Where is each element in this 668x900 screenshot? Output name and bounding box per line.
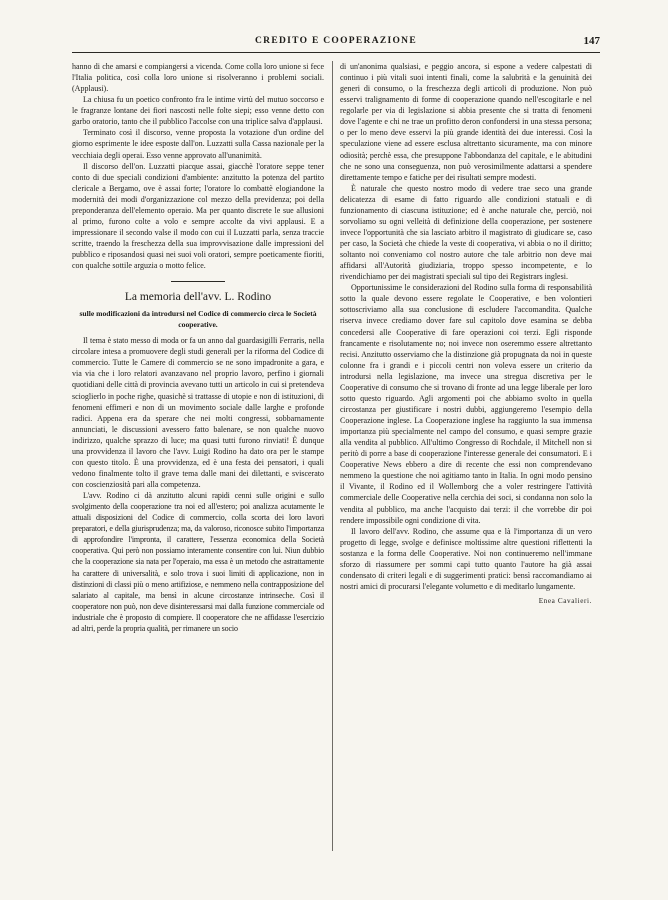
body-paragraph: Opportunissime le considerazioni del Rodino sulla forma di responsabilità sotto la quale devono essere regolate le Cooperative, e ben volontieri sottoscriviamo alla sua conclusione di escludere l'accomandita. Qualche riserva invece crediamo dover fare sul capitolo dove esamina se debba concedersi alle Cooperative di fare operazioni coi terzi. Egli risponde francamente e risolutamente no; noi invece non oseremmo essere altrettanto recisi. Anzitutto osserviamo che la distinzione già propugnata da noi in queste colonne fra i grandi e i piccoli centri non voleva essere un criterio da introdursi nella legislazione, ma invece una stregua discretiva per le Cooperative di consumo che si trovano di fronte ad una legge liberale per loro sotto questo riguardo. Agli argomenti poi che abbiamo svolto in quella circostanza per giustificare i nostri dubbi, aggiungeremo l'esempio della Cooperazione inglese. La Cooperazione inglese ha raggiunto la sua immensa importanza più specialmente nel campo del consumo, e quasi sempre grazie alla vendita al pubblico. All'ultimo Congresso di Rochdale, il Mitchell non si peritò di porre a base di cooperazione l'interesse generale dei consumatori. E i Cooperative News ebbero a dire di recente che essi non comprendevano nemmeno la questione che noi agitiamo tanto in Italia. In ogni modo pensino il Vivante, il Rodino ed il Wollemborg che a voler restringere l'attività commerciale delle Cooperative nella cerchia dei soci, si condanna non solo la vendita al pubblico, ma anche l'acquisto dai terzi: il che vorrebbe dir poi rendere impossibile ogni condizione di vita. <box>340 283 592 525</box>
body-paragraph: Il discorso dell'on. Luzzatti piacque assai, giacchè l'oratore seppe tener conto di due speciali condizioni d'ambiente: anzitutto la potenza del partito clericale a Bergamo, ove è assai forte; l'oratore lo combattè elogiandone la modernità dei modi d'organizzazione col mezzo della previdenza; poi della preponderanza dell'elemento operaio. Ma per quanto discrete le sue allusioni al primo, furono colte a volo e sempre accolte da vivi applausi. E a impressionare il secondo valse il modo con cui il Luzzatti parla, senza traccie scritte, traendo la freschezza della sua improvvisazione dalle impressioni del pubblico e riposandosi quasi nei suoi voli oratori, sempre poeticamente fioriti, con qualche sottile arguzia o motto felice. <box>72 161 324 271</box>
body-paragraph: La chiusa fu un poetico confronto fra le intime virtù del mutuo soccorso e le fragranze lontane dei fiori nascosti nelle folte siepi; esso venne detto con garbo oratorio, tanto che il pubblico l'accolse con una triplice salva d'applausi. <box>72 95 324 127</box>
right-column <box>340 61 592 861</box>
section-divider <box>171 281 225 282</box>
body-paragraph: di un'anonima qualsiasi, e peggio ancora, si espone a vedere calpestati di continuo i più vitali suoi intenti finali, come la salubrità e la genuinità dei generi di consumo, o la freschezza degli articoli di produzione. Non può esservi tralignamento di forme di cooperazione quando nell'escogitarle e nel regolarle per via di legislazione si abbia presente che si tratta di fenomeni dove l'agente e chi ne trae un profitto deron confondersi in una stessa persona; o per lo meno deve esservi la più grande identità dei due interessi. Così la speculazione viene ad essere esclusa altrettanto sicuramente, ma con minore odiosità; perchè essa, che presuppone l'abbondanza del capitale, e le abitudini che ne sono una conseguenza, non può verosimilmente adattarsi a spendere direttamente tempo e fatiche per dei risultati sempre modesti. <box>340 62 592 182</box>
author-signature: Enea Cavalieri. <box>538 597 592 605</box>
running-title: CREDITO E COOPERAZIONE <box>255 36 417 46</box>
column-rule <box>332 61 333 851</box>
body-paragraph: Terminato così il discorso, venne proposta la votazione d'un ordine del giorno esprimente le idee esposte dall'on. Luzzatti sulla Cassa nazionale per la vecchiaia degli operai. Esso venne approvato all'unanimità. <box>72 128 324 160</box>
body-paragraph: Il lavoro dell'avv. Rodino, che assume qua e là l'importanza di un vero progetto di legge, svolge e definisce moltissime altre questioni riflettenti la sostanza e la forma delle Cooperative. Noi non continueremo nell'immane sforzo di riassumere per sommi capi tutto quanto l'autore ha già assai condensato di criteri legali e di suggerimenti pratici: bensì raccomandiamo ai nostri amici di procurarsi l'elegante volumetto e di meditarlo lungamente. <box>340 526 592 591</box>
article-title: La memoria dell'avv. L. Rodino <box>124 291 272 304</box>
article-paragraph: Il tema è stato messo di moda or fa un anno dal guardasigilli Ferraris, nella circolare intesa a promuovere degli studi generali per la riforma del Codice di commercio. Tutte le Camere di commercio se ne sono impadronite a gara, e via via che i loro relatori avanzavano nel proprio lavoro, perfino i giornali quotidiani delle città di provincia avevano tutti un articolo in cui si pretendeva scioglierlo in poche righe, quasichè si trattasse di utopie e non di istituzioni, di fenomeni effimeri e non di un movimento sociale dalle larghe e profonde radici. Appena era da sperare che nei molti congressi, sobbarnamente annunciati, le discussioni avessero fatto balenare, se non qualche nuovo indirizzo, qualche sprazzo di luce; ma quasi tutti furono rinviati! È dunque una provvidenza il lavoro che l'avv. Luigi Rodino ha dato ora per le stampe con questo titolo. È una provvidenza, ed è una festa dei pensatori, i quali vedono finalmente tolto il grave tema dalle mani dei dilettanti, e sviscerato con coscienziosità pari alla competenza. <box>72 336 324 489</box>
body-paragraph: hanno di che amarsi e compiangersi a vicenda. Come colla loro unione si fece l'Italia politica, così colla loro unione si risolveranno i problemi sociali. (Applausi). <box>72 62 324 94</box>
left-column <box>72 61 324 861</box>
page-header <box>72 34 600 53</box>
article-subtitle: sulle modificazioni da introdursi nel Codice di commercio circa le Società cooperative. <box>79 309 317 329</box>
article-paragraph: L'avv. Rodino ci dà anzitutto alcuni rapidi cenni sulle origini e sullo svolgimento della cooperazione tra noi ed all'estero; poi analizza acutamente le attuali disposizioni del Codice di commercio, colla scorta dei loro lavori preparatori, e della giurisprudenza; ma, da valoroso, riconosce subito l'importanza di approfondire l'impronta, il carattere, l'essenza economica della Società cooperativa. Qui però non possiamo interamente consentire con lui. Niun dubbio che la cooperazione sia nata per l'operaio, ma essa è un metodo che astrattamente ha carattere di universalità, e solo trova i suoi limiti di applicazione, non in distinzioni di classi più o meno artifiziose, e nemmeno nella contrapposizione del salariato al capitale, ma bensì in alcune circostanze intrinseche. Così il cooperatore non può, non deve disinteressarsi mai dalla funzione commerciale od industriale che è proposto di compiere. Il cooperatore che ne affidasse l'esercizio ad altri, perde la propria qualità, per rimanere un socio <box>72 491 324 633</box>
page-number: 147 <box>583 35 600 47</box>
body-paragraph: È naturale che questo nostro modo di vedere trae seco una grande delicatezza di esame di fatto riguardo alle condizioni statuali e di funzionamento di ciascuna istituzione; ed è anche naturale che, perciò, noi sorvoliamo su ogni velleità di definizione della cooperazione, per sostenere invece l'opportunità che sia lasciato arbitro il magistrato di giudicare se, caso per caso, la Società che chiede la veste di cooperativa, vi abbia o no il diritto; soltanto noi conveniamo col nostro autore che tale arbitrio non deve mai affidarsi all'Autorità giudiziaria, troppo spesso incompetente, e lo rivendichiamo per dei magistrati speciali sul tipo dei Registrars inglesi. <box>340 183 592 282</box>
